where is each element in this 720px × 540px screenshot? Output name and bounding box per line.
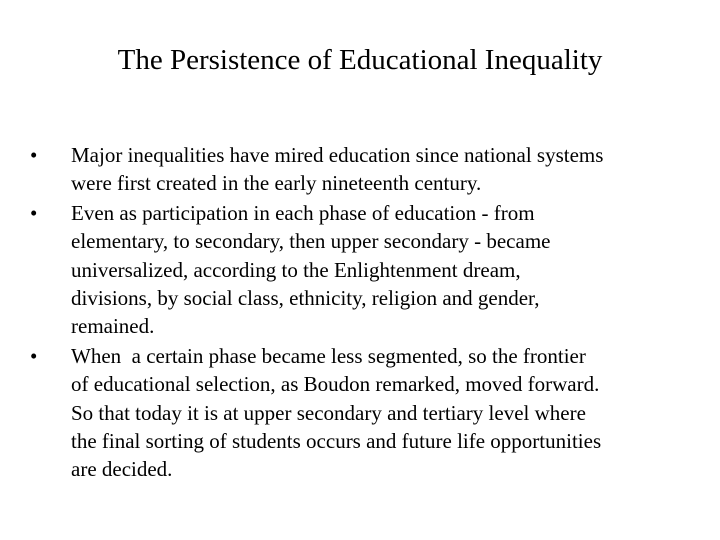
bullet-text-line: of educational selection, as Boudon remarked, moved forward. xyxy=(71,372,600,397)
bullet-marker: • xyxy=(30,343,38,368)
bullet-text-line: the final sorting of students occurs and future life opportunities xyxy=(71,429,602,454)
bullet-text-line: When a certain phase became less segmented, so the frontier xyxy=(71,343,586,368)
bullet-text-line: So that today it is at upper secondary and tertiary level where xyxy=(71,400,586,425)
slide-title: The Persistence of Educational Inequality xyxy=(117,44,603,76)
bullet-item-1 xyxy=(30,141,700,198)
bullet-list xyxy=(30,141,700,485)
bullet-text-line: Even as participation in each phase of education - from xyxy=(71,200,535,225)
bullet-text-line: elementary, to secondary, then upper secondary - became xyxy=(71,229,551,254)
bullet-text-line: are decided. xyxy=(71,457,173,482)
bullet-text-line: Major inequalities have mired education since national systems xyxy=(71,143,604,167)
bullet-text-line: remained. xyxy=(71,314,155,339)
bullet-marker: • xyxy=(30,200,38,225)
bullet-marker: • xyxy=(30,143,38,167)
bullet-text-line: were first created in the early nineteenth century. xyxy=(71,171,482,196)
bullet-text-line: divisions, by social class, ethnicity, religion and gender, xyxy=(71,286,540,311)
bullet-item-3 xyxy=(30,342,700,484)
bullet-item-2 xyxy=(30,199,700,341)
bullet-text-line: universalized, according to the Enlightenment dream, xyxy=(71,257,521,282)
